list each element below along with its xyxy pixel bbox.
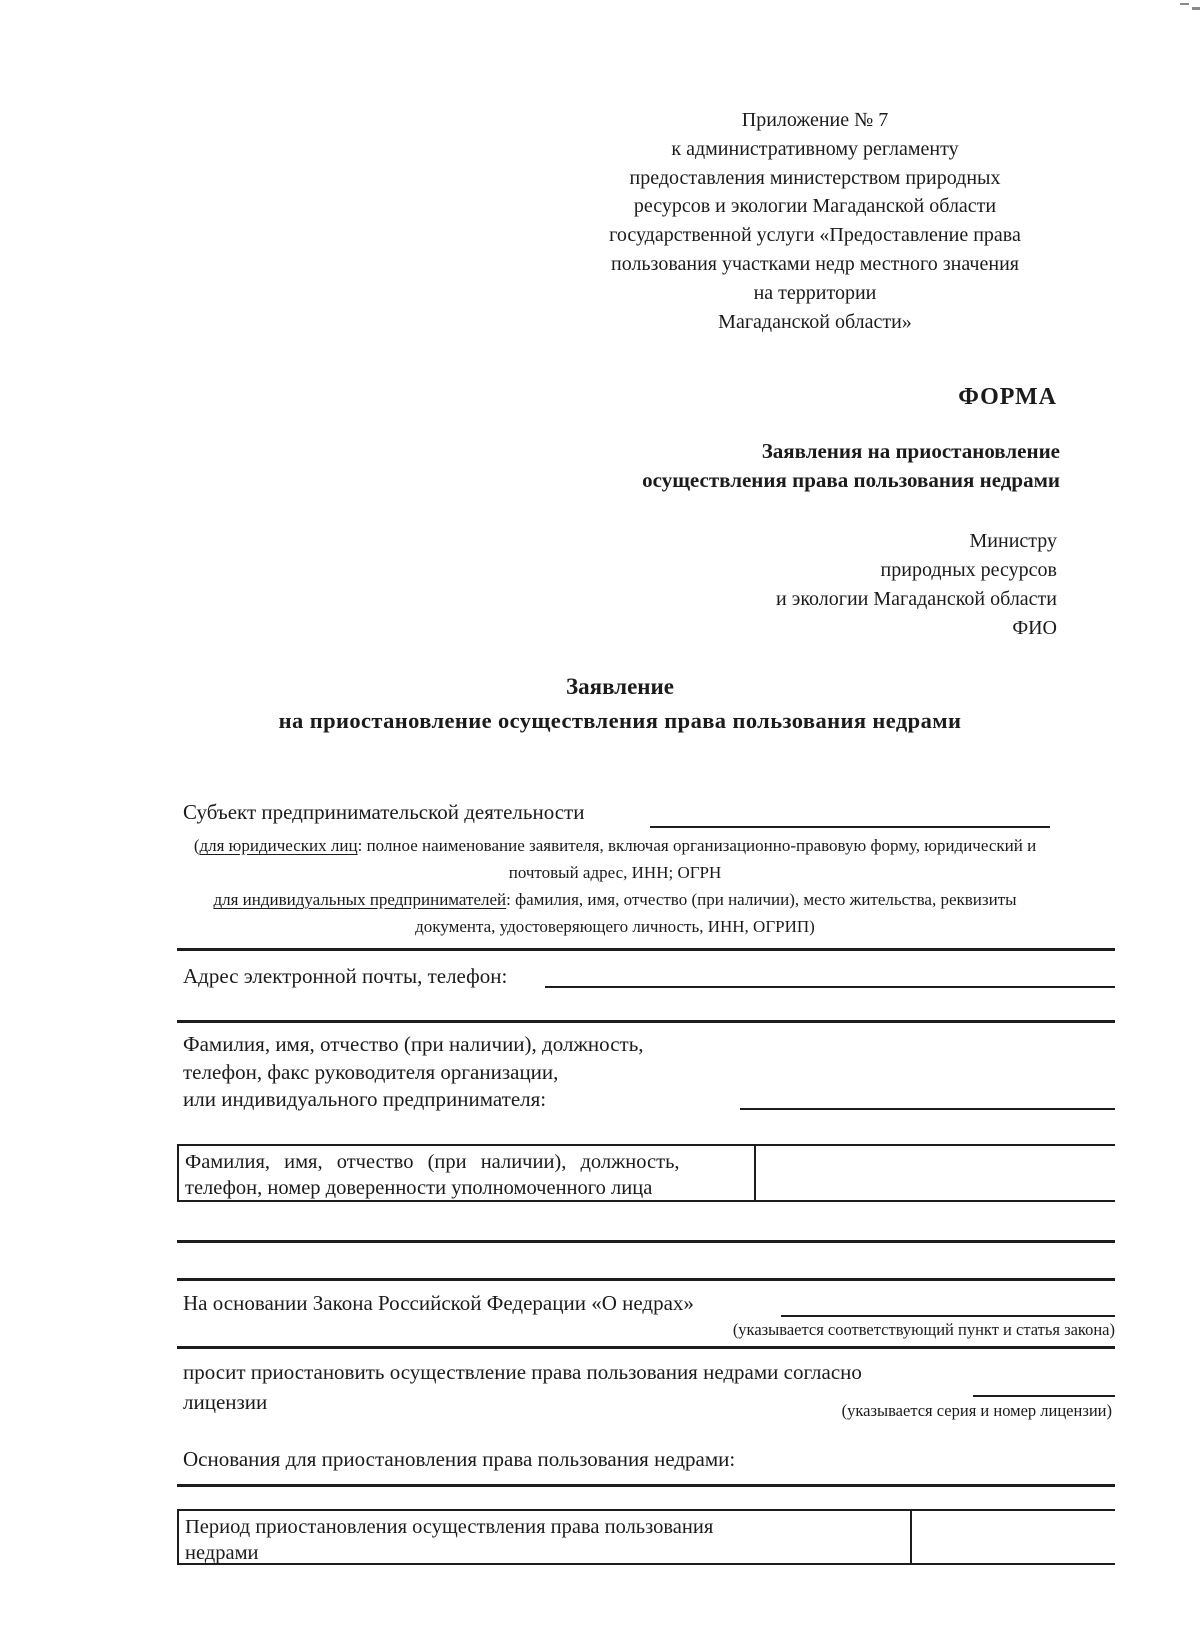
authorized-person-box xyxy=(177,1144,1115,1202)
grounds-label: Основания для приостановления права пользования недрами: xyxy=(183,1447,736,1471)
license-caption: (указывается серия и номер лицензии) xyxy=(841,1401,1112,1420)
separator-line xyxy=(177,1278,1115,1281)
separator-line xyxy=(177,1240,1115,1243)
separator-line xyxy=(177,1346,1115,1349)
authorized-person-value-cell[interactable] xyxy=(756,1146,1115,1200)
period-box xyxy=(177,1509,1115,1565)
law-basis-fill-line[interactable] xyxy=(781,1315,1115,1317)
application-title-line: на приостановление осуществления права пользования недрами xyxy=(278,708,962,733)
law-basis-caption: (указывается соответствующий пункт и статья закона) xyxy=(732,1320,1115,1339)
head-person-line: Фамилия, имя, отчество (при наличии), должность, xyxy=(183,1032,644,1056)
form-subtitle xyxy=(460,437,1060,495)
annex-line: к административному регламенту xyxy=(671,137,959,160)
separator-line xyxy=(177,1020,1115,1023)
addressee-line: природных ресурсов xyxy=(880,559,1057,581)
form-subtitle-line: осуществления права пользования недрами xyxy=(642,468,1060,492)
annex-line: Приложение № 7 xyxy=(741,109,889,131)
hint-line: (для юридических лиц: полное наименование заявителя, включая организационно-правовую форму, юридический и xyxy=(193,836,1037,855)
annex-line: государственной услуги «Предоставление права xyxy=(609,224,1021,247)
authorized-person-line: телефон, номер доверенности уполномоченного лица xyxy=(185,1177,653,1199)
law-basis-label: На основании Закона Российской Федерации «О недрах» xyxy=(183,1291,694,1315)
period-line: недрами xyxy=(185,1542,259,1564)
request-line: просит приостановить осуществление права пользования недрами согласно xyxy=(183,1360,862,1384)
head-person-line: или индивидуального предпринимателя: xyxy=(183,1087,547,1111)
head-person-line: телефон, факс руководителя организации, xyxy=(183,1059,559,1084)
hint-line: документа, удостоверяющего личность, ИНН, ОГРИП) xyxy=(415,917,815,936)
scan-artifact xyxy=(1180,3,1189,5)
annex-line: на территории xyxy=(753,281,877,304)
annex-line: Магаданской области» xyxy=(718,310,912,333)
hint-line: почтовый адрес, ИНН; ОГРН xyxy=(508,863,722,882)
email-label: Адрес электронной почты, телефон: xyxy=(183,964,508,988)
application-title xyxy=(140,670,1100,738)
hint-line: для индивидуальных предпринимателей: фамилия, имя, отчество (при наличии), место жительства, реквизиты xyxy=(213,890,1017,909)
authorized-person-label xyxy=(185,1149,680,1201)
head-person-fill-line[interactable] xyxy=(740,1108,1115,1110)
annex-line: предоставления министерством природных xyxy=(629,166,1001,189)
annex-line: ресурсов и экологии Магаданской области xyxy=(633,195,997,218)
addressee-line: и экологии Магаданской области xyxy=(776,588,1057,610)
subject-hint xyxy=(160,832,1070,940)
addressee-line: ФИО xyxy=(1012,617,1057,639)
form-subtitle-line: Заявления на приостановление xyxy=(761,439,1060,463)
email-fill-line[interactable] xyxy=(545,986,1115,988)
license-fill-line[interactable] xyxy=(973,1395,1115,1397)
separator-line xyxy=(177,1484,1115,1487)
separator-line xyxy=(177,948,1115,951)
period-value-cell[interactable] xyxy=(912,1511,1115,1563)
annex-reference xyxy=(565,106,1065,336)
scan-artifact xyxy=(1192,7,1200,10)
form-heading: ФОРМА xyxy=(958,384,1057,410)
request-line: лицензии xyxy=(183,1390,268,1414)
authorized-person-line: Фамилия, имя, отчество (при наличии), должность, xyxy=(185,1151,680,1173)
application-title-line: Заявление xyxy=(565,674,675,699)
period-line: Период приостановления осуществления права пользования xyxy=(185,1516,714,1538)
addressee-line: Министру xyxy=(969,530,1057,552)
subject-label: Субъект предпринимательской деятельности xyxy=(183,800,585,824)
annex-line: пользования участками недр местного значения xyxy=(611,252,1019,275)
head-person-label xyxy=(183,1031,644,1114)
period-label xyxy=(185,1514,713,1566)
addressee-block xyxy=(557,527,1057,643)
subject-fill-line[interactable] xyxy=(650,826,1050,828)
